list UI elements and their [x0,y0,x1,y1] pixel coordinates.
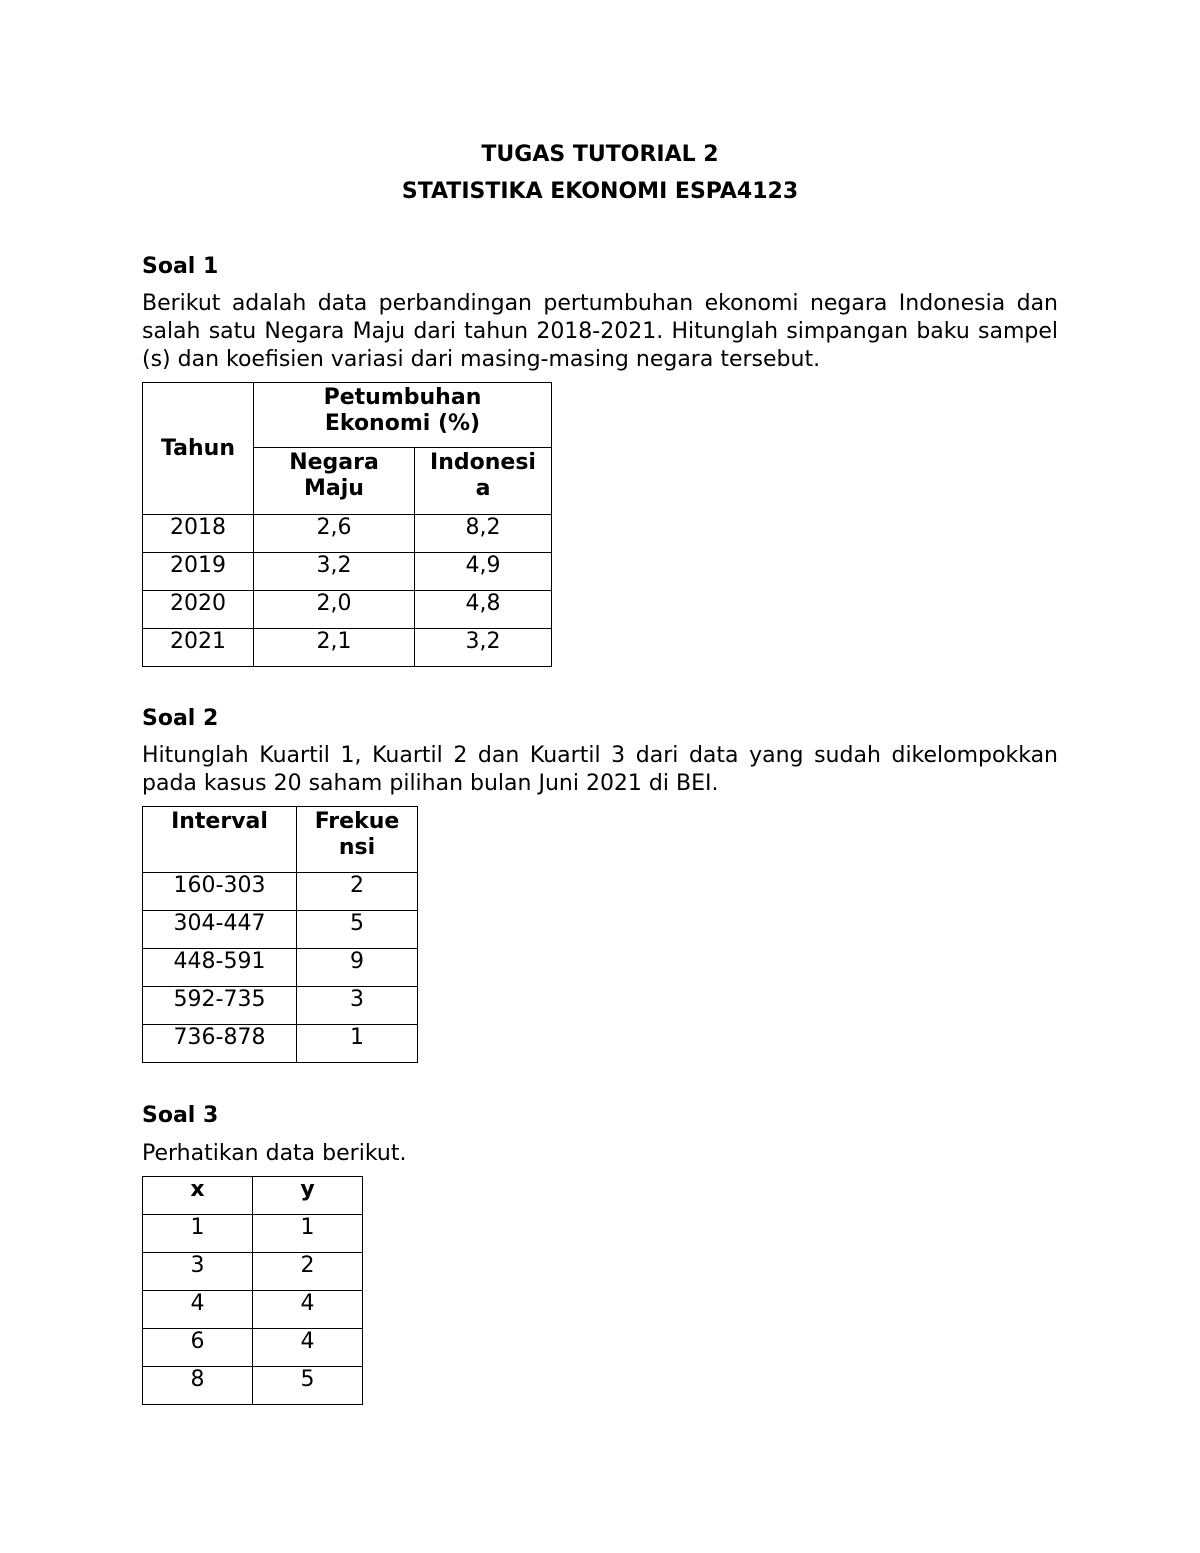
table-row [143,1367,363,1405]
table-row [143,987,418,1025]
table-row [143,1291,363,1329]
soal1-heading: Soal 1 [142,254,219,279]
cell-interval: 592-735 [143,987,297,1025]
header-frekuensi-line1: Frekue [314,809,400,834]
header-negara-maju [254,448,415,515]
cell-interval: 448-591 [143,949,297,987]
cell-y: 5 [253,1367,363,1405]
header-y: y [253,1177,363,1215]
cell-x: 3 [143,1253,253,1291]
cell-tahun: 2020 [143,591,254,629]
header-x: x [143,1177,253,1215]
header-interval [143,807,297,873]
table-row [143,515,552,553]
soal3-heading: Soal 3 [142,1103,219,1128]
soal1-table [142,382,552,667]
cell-interval: 304-447 [143,911,297,949]
header-interval-label: Interval [171,809,268,834]
document-title: TUGAS TUTORIAL 2 [481,142,719,167]
cell-tahun: 2019 [143,553,254,591]
soal3-table [142,1176,363,1405]
cell-indo: 8,2 [415,515,552,553]
header-indonesia [415,448,552,515]
soal3-text: Perhatikan data berikut. [142,1141,407,1166]
cell-tahun: 2021 [143,629,254,667]
header-pertumbuhan [254,383,552,448]
soal1-text: Berikut adalah data perbandingan pertumbuhan ekonomi negara Indonesia dan salah satu Negara Maju dari tahun 2018-2021. Hitunglah simpangan baku sampel (s) dan koefisien variasi dari masing-masing negara tersebut. [142,291,1058,372]
cell-maju: 2,1 [254,629,415,667]
table-row [143,1329,363,1367]
header-indonesia-line1: Indonesi [430,450,536,475]
cell-indo: 4,9 [415,553,552,591]
header-pertumbuhan-line1: Petumbuhan [323,385,482,410]
cell-y: 2 [253,1253,363,1291]
table-row [143,873,418,911]
cell-x: 6 [143,1329,253,1367]
cell-y: 4 [253,1291,363,1329]
cell-x: 1 [143,1215,253,1253]
cell-interval: 736-878 [143,1025,297,1063]
table-row [143,911,418,949]
cell-frekuensi: 5 [297,911,418,949]
header-tahun [143,383,254,515]
cell-interval: 160-303 [143,873,297,911]
soal2-text: Hitunglah Kuartil 1, Kuartil 2 dan Kuartil 3 dari data yang sudah dikelompokkan pada kasus 20 saham pilihan bulan Juni 2021 di BEI. [142,743,1058,796]
cell-y: 4 [253,1329,363,1367]
header-frekuensi [297,807,418,873]
table-row [143,629,552,667]
table-row [143,949,418,987]
table-row [143,1253,363,1291]
table-row [143,1215,363,1253]
cell-indo: 3,2 [415,629,552,667]
header-negara-maju-line1: Negara [289,450,379,475]
table-row [143,1025,418,1063]
header-frekuensi-line2: nsi [338,835,376,860]
cell-maju: 2,0 [254,591,415,629]
cell-frekuensi: 9 [297,949,418,987]
cell-frekuensi: 3 [297,987,418,1025]
cell-frekuensi: 2 [297,873,418,911]
cell-y: 1 [253,1215,363,1253]
header-indonesia-line2: a [475,476,491,501]
cell-maju: 3,2 [254,553,415,591]
document-subtitle: STATISTIKA EKONOMI ESPA4123 [401,179,799,204]
cell-tahun: 2018 [143,515,254,553]
cell-frekuensi: 1 [297,1025,418,1063]
cell-x: 4 [143,1291,253,1329]
header-negara-maju-line2: Maju [304,476,364,501]
soal2-table [142,806,418,1063]
header-tahun-label: Tahun [160,435,235,461]
table-row [143,591,552,629]
cell-indo: 4,8 [415,591,552,629]
cell-maju: 2,6 [254,515,415,553]
soal2-heading: Soal 2 [142,706,219,731]
table-row [143,553,552,591]
header-pertumbuhan-line2: Ekonomi (%) [324,411,481,436]
cell-x: 8 [143,1367,253,1405]
